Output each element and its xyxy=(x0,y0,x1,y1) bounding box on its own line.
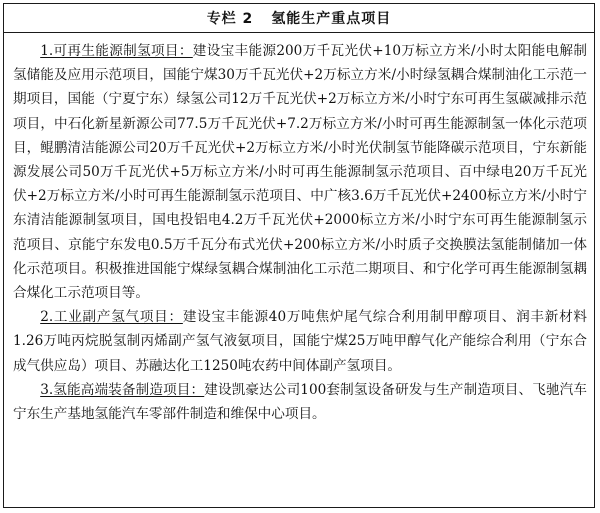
paragraph-hydrogen-equipment xyxy=(13,378,587,426)
paragraph-heading: 1.可再生能源制氢项目： xyxy=(40,43,193,59)
paragraph-heading: 3.氢能高端装备制造项目： xyxy=(40,381,205,398)
box-title-row xyxy=(4,4,594,33)
paragraph-text: 建设宝丰能源40万吨焦炉尾气综合利用制甲醇项目、润丰新材料1.26万吨丙烷脱氢制丙烯副产氢气液氨项目，国能宁煤25万吨甲醇气化产能综合利用（宁东合成气供应岛）项目、苏融达化工1250吨农药中间体副产氢项目。 xyxy=(13,309,587,374)
box-title-label: 专栏 2 xyxy=(206,11,254,27)
paragraph-renewable-hydrogen xyxy=(13,39,587,305)
paragraph-text: 建设凯豪达公司100套制氢设备研发与生产制造项目、飞驰汽车宁东生产基地氢能汽车零部件制造和维保中心项目。 xyxy=(13,381,587,423)
paragraph-text: 建设宝丰能源200万千瓦光伏+10万标立方米/小时太阳能电解制氢储能及应用示范项目，国能宁煤30万千瓦光伏+2万标立方米/小时绿氢耦合煤制油化工示范一期项目，国能（宁夏宁东）绿氢公司12万千瓦光伏+2万标立方米/小时宁东可再生氢碳减排示范项目，中石化新星新源公司77.5万千瓦光伏+7.2万标立方米/小时可再生能源制氢一体化示范项目，鲲鹏清洁能源公司20万千瓦光伏+2万标立方米/小时光伏制氢节能降碳示范项目，宁东新能源发展公司50万千瓦光伏+5万标立方米/小时可再生能源制氢示范项目、百中绿电20万千瓦光伏+2万标立方米/小时可再生能源制氢示范项目、中广核3.6万千瓦光伏+2400标立方米/小时宁东清洁能源制氢项目，国电投铝电4.2万千瓦光伏+2000标立方米/小时宁东可再生能源制氢示范项目、京能宁东发电0.5万千瓦分布式光伏+200标立方米/小时质子交换膜法氢能制储加一体化示范项目。积极推进国能宁煤绿氢耦合煤制油化工示范二期项目、和宁化学可再生能源制氢耦合煤化工示范项目等。 xyxy=(13,43,587,302)
paragraph-heading: 2.工业副产氢气项目： xyxy=(40,309,183,326)
feature-box xyxy=(3,3,595,508)
box-title: 氢能生产重点项目 xyxy=(271,11,392,27)
paragraph-industrial-byproduct-hydrogen xyxy=(13,305,587,378)
box-content xyxy=(4,33,594,426)
